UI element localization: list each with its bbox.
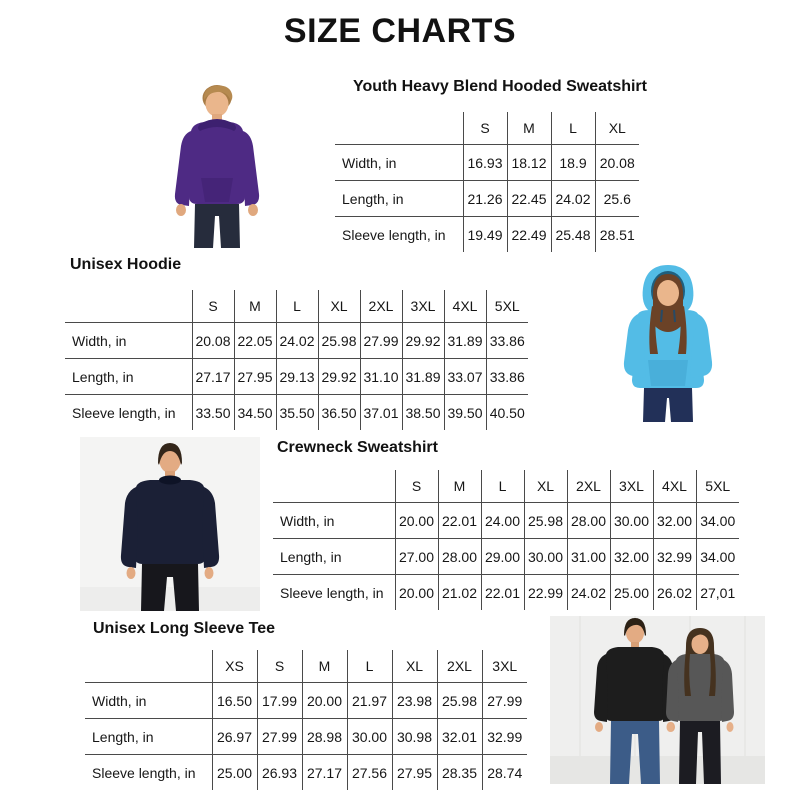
- measurement-row-label: Width, in: [273, 503, 395, 539]
- size-column-header: 2XL: [360, 290, 402, 323]
- size-table: [85, 650, 527, 790]
- measurement-row: [85, 683, 527, 719]
- measurement-row-label: Sleeve length, in: [92, 764, 196, 781]
- size-value-cell: 17.99: [257, 683, 302, 719]
- size-value-cell: 24.02: [567, 575, 610, 611]
- size-value-cell: 26.97: [212, 719, 257, 755]
- size-value-cell: 22.45: [507, 181, 551, 217]
- size-value-cell: 27.00: [395, 539, 438, 575]
- measurement-row: [335, 217, 639, 253]
- man-navy-crewneck-illustration: [80, 437, 260, 611]
- size-column-header: XL: [392, 650, 437, 683]
- size-column-header: M: [438, 470, 481, 503]
- unisex-hoodie-size-table-container: [65, 290, 528, 430]
- size-value-cell: 18.12: [507, 145, 551, 181]
- size-value-cell: 24.02: [276, 323, 318, 359]
- size-value-cell: 25.98: [437, 683, 482, 719]
- measurement-row: [273, 539, 739, 575]
- size-value-cell: 30.00: [347, 719, 392, 755]
- size-column-header: 3XL: [610, 470, 653, 503]
- measurement-row: [335, 145, 639, 181]
- size-value-cell: 33.86: [486, 323, 528, 359]
- size-value-cell: 27.99: [482, 683, 527, 719]
- crewneck-size-table-container: [273, 470, 739, 610]
- measurement-row: [335, 181, 639, 217]
- size-table: [65, 290, 528, 430]
- size-value-cell: 37.01: [360, 395, 402, 431]
- size-value-cell: 25.6: [595, 181, 639, 217]
- size-column-header: L: [347, 650, 392, 683]
- measurement-row-label: Width, in: [85, 683, 212, 719]
- size-value-cell: 22.99: [524, 575, 567, 611]
- size-value-cell: 30.00: [610, 503, 653, 539]
- size-value-cell: 25.00: [212, 755, 257, 791]
- measurement-row-label: Length, in: [273, 539, 395, 575]
- section-title-youth-hooded-sweatshirt: Youth Heavy Blend Hooded Sweatshirt: [353, 78, 647, 95]
- measurement-row: [65, 323, 528, 359]
- youth-hoodie-photo: [143, 76, 298, 254]
- size-value-cell: 25.00: [610, 575, 653, 611]
- size-value-cell: 28.74: [482, 755, 527, 791]
- size-value-cell: 29.00: [481, 539, 524, 575]
- gray-long-sleeve-tee-garment: [666, 654, 734, 722]
- crewneck-sweatshirt-photo: [80, 437, 260, 611]
- size-value-cell: 25.48: [551, 217, 595, 253]
- measurement-row: [65, 395, 528, 431]
- size-column-header: 5XL: [696, 470, 739, 503]
- size-value-cell: 33.50: [192, 395, 234, 431]
- measurement-row-label: Sleeve length, in: [342, 226, 446, 243]
- measurement-row-label: Width, in: [65, 323, 192, 359]
- black-long-sleeve-tee-garment: [594, 647, 676, 722]
- long-sleeve-tee-size-table-container: [85, 650, 527, 790]
- section-title-unisex-hoodie: Unisex Hoodie: [70, 256, 182, 273]
- size-value-cell: 22.01: [481, 575, 524, 611]
- measurement-row-label: Width, in: [335, 145, 463, 181]
- long-sleeve-tee-photo: [550, 616, 765, 784]
- size-value-cell: 20.00: [395, 503, 438, 539]
- couple-long-sleeve-tees-illustration: [550, 616, 765, 784]
- size-value-cell: 20.00: [302, 683, 347, 719]
- size-value-cell: 28.35: [437, 755, 482, 791]
- size-value-cell: 32.00: [610, 539, 653, 575]
- size-table: [273, 470, 739, 610]
- size-value-cell: 25.98: [318, 323, 360, 359]
- size-value-cell: 39.50: [444, 395, 486, 431]
- size-value-cell: 16.93: [463, 145, 507, 181]
- size-value-cell: 31.89: [444, 323, 486, 359]
- size-column-header: XL: [595, 112, 639, 145]
- size-value-cell: 27.99: [257, 719, 302, 755]
- size-value-cell: 33.07: [444, 359, 486, 395]
- size-value-cell: 25.98: [524, 503, 567, 539]
- size-value-cell: 28.00: [567, 503, 610, 539]
- size-value-cell: 32.01: [437, 719, 482, 755]
- size-column-header: 4XL: [444, 290, 486, 323]
- size-value-cell: 31.10: [360, 359, 402, 395]
- size-value-cell: 40.50: [486, 395, 528, 431]
- size-column-header: XL: [318, 290, 360, 323]
- page-title: SIZE CHARTS: [283, 12, 517, 50]
- unisex-hoodie-photo: [588, 262, 748, 427]
- size-value-cell: 21.97: [347, 683, 392, 719]
- size-value-cell: 29.92: [402, 323, 444, 359]
- size-value-cell: 27.99: [360, 323, 402, 359]
- size-column-header: L: [276, 290, 318, 323]
- size-value-cell: 32.99: [482, 719, 527, 755]
- size-column-header: S: [192, 290, 234, 323]
- size-column-header: S: [395, 470, 438, 503]
- size-value-cell: 35.50: [276, 395, 318, 431]
- size-value-cell: 28.98: [302, 719, 347, 755]
- size-value-cell: 22.01: [438, 503, 481, 539]
- size-value-cell: 22.49: [507, 217, 551, 253]
- size-column-header: M: [234, 290, 276, 323]
- size-value-cell: 34.50: [234, 395, 276, 431]
- size-value-cell: 27.56: [347, 755, 392, 791]
- size-value-cell: 21.26: [463, 181, 507, 217]
- boy-purple-hoodie-illustration: [143, 76, 298, 254]
- size-column-header: 3XL: [482, 650, 527, 683]
- size-column-header: L: [481, 470, 524, 503]
- youth-size-table-container: [335, 112, 639, 252]
- size-value-cell: 27.17: [302, 755, 347, 791]
- measurement-row: [85, 755, 527, 791]
- size-value-cell: 31.89: [402, 359, 444, 395]
- size-column-header: L: [551, 112, 595, 145]
- size-column-header: 2XL: [567, 470, 610, 503]
- size-value-cell: 27.17: [192, 359, 234, 395]
- size-column-header: 3XL: [402, 290, 444, 323]
- size-value-cell: 27,01: [696, 575, 739, 611]
- size-column-header: M: [507, 112, 551, 145]
- section-title-crewneck-sweatshirt: Crewneck Sweatshirt: [277, 439, 438, 456]
- measurement-row: [85, 719, 527, 755]
- size-value-cell: 19.49: [463, 217, 507, 253]
- size-column-header: M: [302, 650, 347, 683]
- table-corner-cell: [273, 470, 395, 503]
- size-value-cell: 38.50: [402, 395, 444, 431]
- size-value-cell: 30.98: [392, 719, 437, 755]
- size-value-cell: 26.93: [257, 755, 302, 791]
- size-column-header: 4XL: [653, 470, 696, 503]
- woman-blue-hoodie-illustration: [588, 262, 748, 427]
- measurement-row-label: Length, in: [335, 181, 463, 217]
- measurement-row: [65, 359, 528, 395]
- measurement-row-label: Sleeve length, in: [72, 404, 176, 421]
- size-value-cell: 28.00: [438, 539, 481, 575]
- measurement-row-label: Length, in: [65, 359, 192, 395]
- size-value-cell: 36.50: [318, 395, 360, 431]
- size-value-cell: 32.99: [653, 539, 696, 575]
- size-value-cell: 29.13: [276, 359, 318, 395]
- size-value-cell: 24.00: [481, 503, 524, 539]
- size-value-cell: 34.00: [696, 503, 739, 539]
- size-value-cell: 21.02: [438, 575, 481, 611]
- size-value-cell: 27.95: [234, 359, 276, 395]
- size-table: [335, 112, 639, 252]
- size-column-header: S: [463, 112, 507, 145]
- size-column-header: 5XL: [486, 290, 528, 323]
- size-value-cell: 28.51: [595, 217, 639, 253]
- size-value-cell: 16.50: [212, 683, 257, 719]
- size-value-cell: 20.00: [395, 575, 438, 611]
- navy-crewneck-garment: [121, 480, 219, 568]
- size-value-cell: 22.05: [234, 323, 276, 359]
- size-value-cell: 33.86: [486, 359, 528, 395]
- size-value-cell: 24.02: [551, 181, 595, 217]
- size-column-header: XL: [524, 470, 567, 503]
- size-value-cell: 20.08: [192, 323, 234, 359]
- size-value-cell: 27.95: [392, 755, 437, 791]
- size-value-cell: 23.98: [392, 683, 437, 719]
- measurement-row-label: Sleeve length, in: [280, 584, 384, 601]
- size-value-cell: 30.00: [524, 539, 567, 575]
- size-value-cell: 18.9: [551, 145, 595, 181]
- size-column-header: XS: [212, 650, 257, 683]
- size-value-cell: 34.00: [696, 539, 739, 575]
- measurement-row: [273, 503, 739, 539]
- size-column-header: S: [257, 650, 302, 683]
- measurement-row-label: Length, in: [85, 719, 212, 755]
- size-value-cell: 32.00: [653, 503, 696, 539]
- size-column-header: 2XL: [437, 650, 482, 683]
- table-corner-cell: [85, 650, 212, 683]
- size-value-cell: 29.92: [318, 359, 360, 395]
- table-corner-cell: [65, 290, 192, 323]
- size-value-cell: 20.08: [595, 145, 639, 181]
- section-title-long-sleeve-tee: Unisex Long Sleeve Tee: [93, 620, 275, 637]
- measurement-row: [273, 575, 739, 611]
- size-value-cell: 26.02: [653, 575, 696, 611]
- table-corner-cell: [335, 112, 463, 145]
- size-value-cell: 31.00: [567, 539, 610, 575]
